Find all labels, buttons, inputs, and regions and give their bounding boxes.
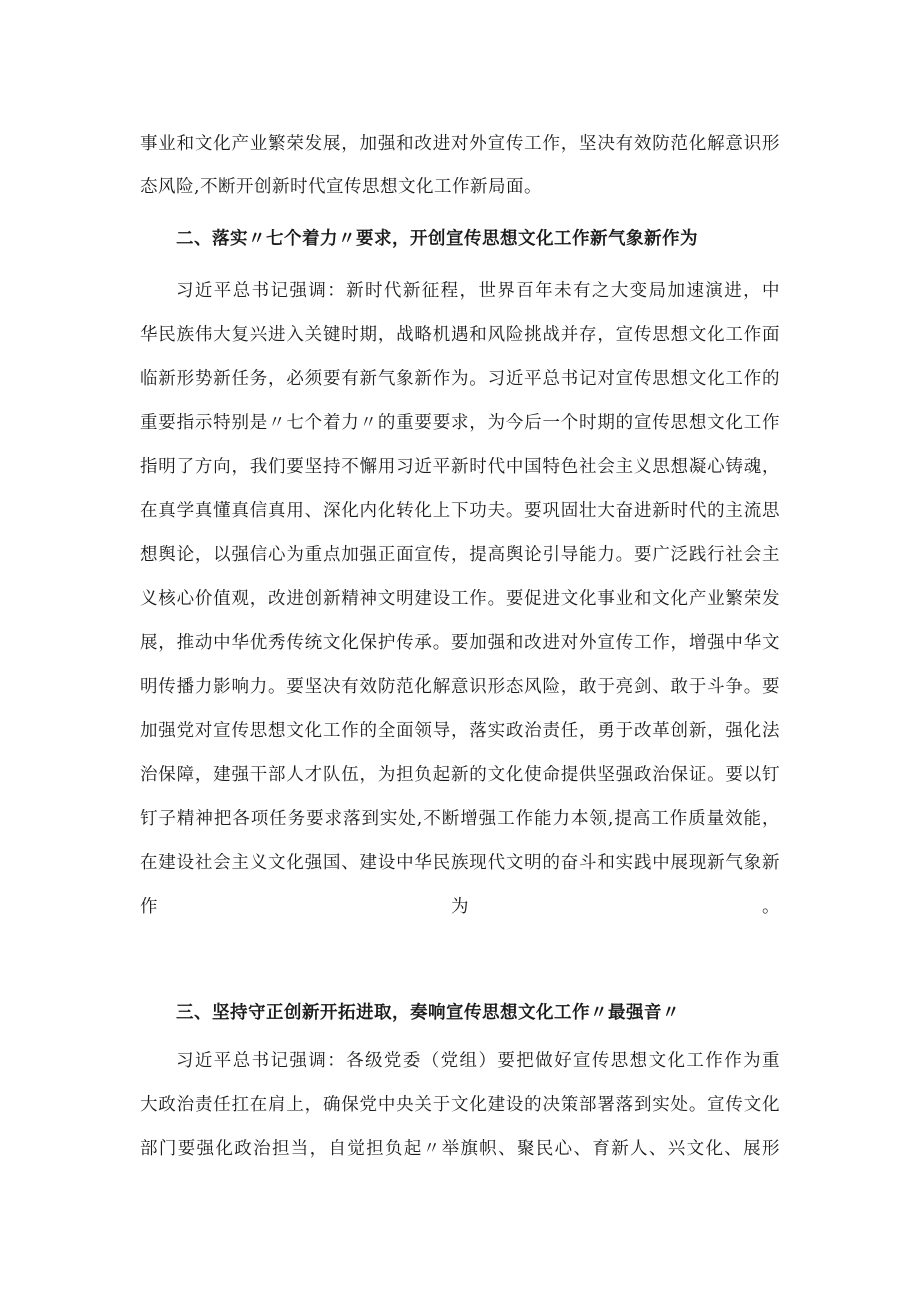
paragraph-line: 临新形势新任务，必须要有新气象新作为。习近平总书记对宣传思想文化工作的 (140, 369, 780, 389)
paragraph-line: 治保障，建强干部人才队伍，为担负起新的文化使命提供坚强政治保证。要以钉 (140, 765, 780, 785)
paragraph-line: 重要指示特别是〃七个着力〃的重要要求，为今后一个时期的宣传思想文化工作 (140, 413, 780, 433)
paragraph-line: 习近平总书记强调：各级党委（党组）要把做好宣传思想文化工作作为重 (176, 1051, 780, 1071)
paragraph-line: 态风险,不断开创新时代宣传思想文化工作新局面。 (140, 177, 543, 197)
paragraph-line: 指明了方向，我们要坚持不懈用习近平新时代中国特色社会主义思想凝心铸魂， (140, 457, 780, 477)
paragraph-line: 习近平总书记强调：新时代新征程，世界百年未有之大变局加速演进，中 (176, 281, 780, 301)
paragraph-line: 明传播力影响力。要坚决有效防范化解意识形态风险，敢于亮剑、敢于斗争。要 (140, 677, 780, 697)
paragraph-line: 部门要强化政治担当，自觉担负起〃举旗帜、聚民心、育新人、兴文化、展形 (140, 1139, 780, 1159)
paragraph-line: 大政治责任扛在肩上，确保党中央关于文化建设的决策部署落到实处。宣传文化 (140, 1095, 780, 1115)
paragraph-line: 华民族伟大复兴进入关键时期，战略机遇和风险挑战并存，宣传思想文化工作面 (140, 325, 780, 345)
paragraph-line: 钉子精神把各项任务要求落到实处,不断增强工作能力本领,提高工作质量效能， (140, 809, 780, 829)
paragraph-line: 想舆论，以强信心为重点加强正面宣传，提高舆论引导能力。要广泛践行社会主 (140, 545, 780, 565)
paragraph-line: 作为。 (140, 897, 780, 917)
paragraph-line: 事业和文化产业繁荣发展，加强和改进对外宣传工作，坚决有效防范化解意识形 (140, 134, 780, 154)
paragraph-line: 加强党对宣传思想文化工作的全面领导，落实政治责任，勇于改革创新，强化法 (140, 721, 780, 741)
section-heading: 三、坚持守正创新开拓进取，奏响宣传思想文化工作〃最强音〃 (176, 1003, 680, 1023)
paragraph-line: 展，推动中华优秀传统文化保护传承。要加强和改进对外宣传工作，增强中华文 (140, 633, 780, 653)
section-heading: 二、落实〃七个着力〃要求，开创宣传思想文化工作新气象新作为 (176, 229, 698, 249)
paragraph-line: 在真学真懂真信真用、深化内化转化上下功夫。要巩固壮大奋进新时代的主流思 (140, 501, 780, 521)
paragraph-line: 义核心价值观，改进创新精神文明建设工作。要促进文化事业和文化产业繁荣发 (140, 589, 780, 609)
paragraph-line: 在建设社会主义文化强国、建设中华民族现代文明的奋斗和实践中展现新气象新 (140, 853, 780, 873)
